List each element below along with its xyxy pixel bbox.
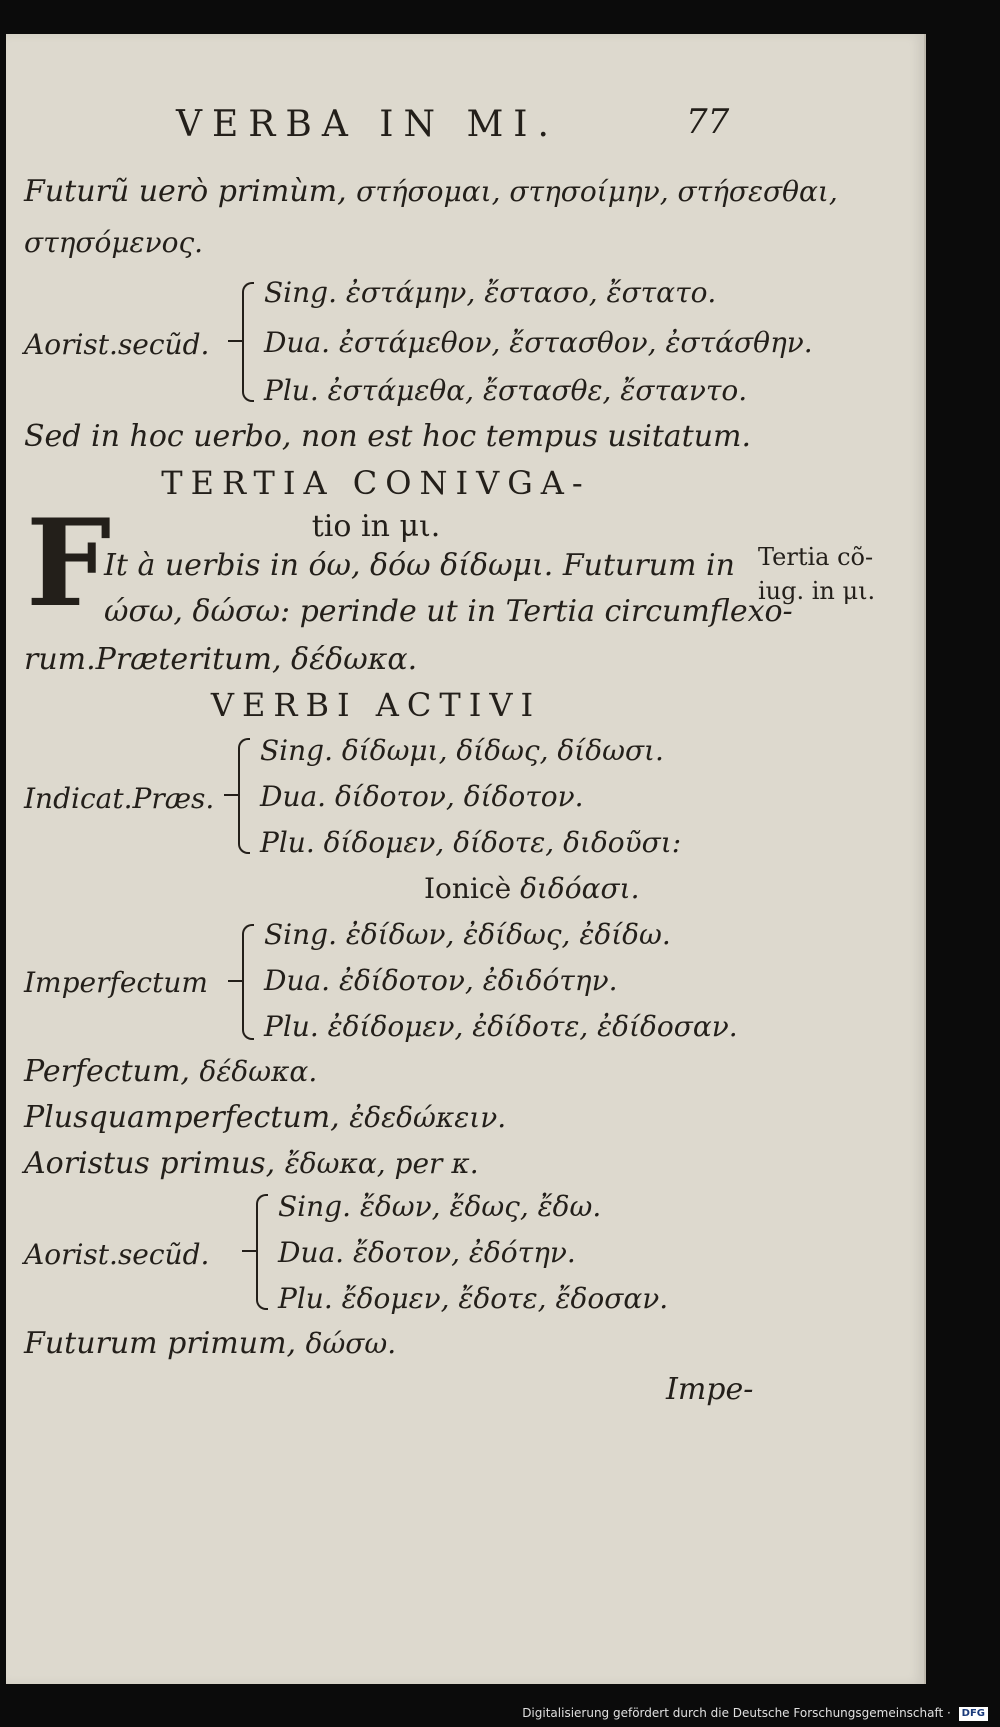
table-row — [264, 374, 747, 407]
dfg-logo-icon: DFG — [959, 1707, 988, 1721]
digitization-footer — [0, 1700, 1000, 1727]
row-forms: δίδοτον, δίδοτον. — [334, 780, 584, 813]
latin-text: Perfectum, — [24, 1054, 190, 1089]
row-label: Dua. — [264, 964, 331, 997]
table-row — [264, 1010, 738, 1043]
row-label: Sing. — [260, 734, 333, 767]
table-label: Aorist.secũd. — [24, 328, 210, 361]
brace-tip — [242, 1250, 256, 1252]
table-row — [278, 1190, 601, 1223]
table-row — [260, 826, 681, 859]
book-page — [6, 34, 926, 1684]
footer-text: Digitalisierung gefördert durch die Deutsche Forschungsgemeinschaft · — [522, 1706, 951, 1720]
section-heading: TERTIA CONIVGA- — [161, 464, 591, 502]
row-label: Dua. — [260, 780, 327, 813]
row-forms: ἐστάμεθον, ἔστασθον, ἐστάσθην. — [338, 326, 813, 359]
latin-text: Plusquamperfectum, — [24, 1100, 340, 1135]
greek-text: στησόμενος. — [24, 226, 204, 259]
row-label: Plu. — [264, 1010, 319, 1043]
brace — [238, 738, 250, 854]
row-forms: ἐστάμην, ἔστασο, ἔστατο. — [345, 276, 717, 309]
row-forms: ἐδίδομεν, ἐδίδοτε, ἐδίδοσαν. — [327, 1010, 738, 1043]
row-label: Sing. — [264, 918, 337, 951]
table-row — [264, 918, 671, 951]
table-row — [264, 326, 813, 359]
row-forms: δίδωμι, δίδως, δίδωσι. — [341, 734, 664, 767]
row-label: Dua. — [278, 1236, 345, 1269]
row-label: Plu. — [264, 374, 319, 407]
table-label: Imperfectum — [24, 966, 208, 999]
table-row — [424, 872, 640, 905]
section-heading-cont: tio in μι. — [311, 509, 441, 544]
text-line — [24, 1326, 396, 1361]
latin-text: Aoristus primus, — [24, 1146, 276, 1181]
text-line: ώσω, δώσω: perinde ut in Tertia circumflexo- — [104, 594, 793, 629]
greek-text: ἔδωκα, per κ. — [284, 1147, 479, 1180]
table-row — [264, 964, 618, 997]
row-forms: ἔδομεν, ἔδοτε, ἔδοσαν. — [341, 1282, 669, 1315]
row-label: Sing. — [278, 1190, 351, 1223]
margin-note: iug. in μι. — [758, 577, 876, 605]
row-label: Ionicè — [424, 872, 512, 905]
text-line: rum.Præteritum, δέδωκα. — [24, 642, 418, 677]
catchword: Impe- — [666, 1372, 754, 1407]
table-label: Aorist.secũd. — [24, 1238, 210, 1271]
greek-text: δώσω. — [305, 1327, 397, 1360]
latin-text: Futurũ uerò primùm, — [24, 174, 347, 209]
row-label: Plu. — [278, 1282, 333, 1315]
margin-note: Tertia cõ- — [758, 543, 874, 571]
table-row — [264, 276, 716, 309]
running-header: VERBA IN MI. — [176, 104, 559, 145]
table-row — [278, 1236, 576, 1269]
brace — [242, 924, 254, 1040]
drop-cap-initial: F — [26, 493, 112, 634]
row-forms: ἐδίδων, ἐδίδως, ἐδίδω. — [345, 918, 671, 951]
text-line — [24, 1054, 317, 1089]
text-line: It à uerbis in όω, δόω δίδωμι. Futurum in — [104, 548, 735, 583]
greek-text: δέδωκα. — [199, 1055, 318, 1088]
text-line — [24, 174, 838, 209]
table-row — [260, 780, 584, 813]
table-label: Indicat.Præs. — [24, 782, 215, 815]
text-line — [24, 1100, 506, 1135]
text-line: Sed in hoc uerbo, non est hoc tempus usitatum. — [24, 419, 752, 454]
row-forms: ἔδοτον, ἐδότην. — [352, 1236, 576, 1269]
latin-text: Futurum primum, — [24, 1326, 297, 1361]
row-forms: δίδομεν, δίδοτε, διδοῦσι: — [323, 826, 682, 859]
brace-tip — [228, 340, 242, 342]
brace — [242, 282, 254, 402]
row-forms: ἔδων, ἔδως, ἔδω. — [359, 1190, 602, 1223]
row-label: Sing. — [264, 276, 337, 309]
brace-tip — [224, 794, 238, 796]
section-heading: VERBI ACTIVI — [210, 686, 542, 724]
text-line — [24, 1146, 479, 1181]
brace-tip — [228, 980, 242, 982]
row-label: Plu. — [260, 826, 315, 859]
row-forms: διδόασι. — [520, 872, 640, 905]
row-forms: ἐδίδοτον, ἐδιδότην. — [338, 964, 618, 997]
brace — [256, 1194, 268, 1310]
greek-text: ἐδεδώκειν. — [349, 1101, 507, 1134]
page-number: 77 — [686, 102, 730, 142]
table-row — [278, 1282, 668, 1315]
row-forms: ἐστάμεθα, ἔστασθε, ἔσταντο. — [327, 374, 748, 407]
row-label: Dua. — [264, 326, 331, 359]
greek-text: στήσομαι, στησοίμην, στήσεσθαι, — [356, 175, 838, 208]
table-row — [260, 734, 664, 767]
